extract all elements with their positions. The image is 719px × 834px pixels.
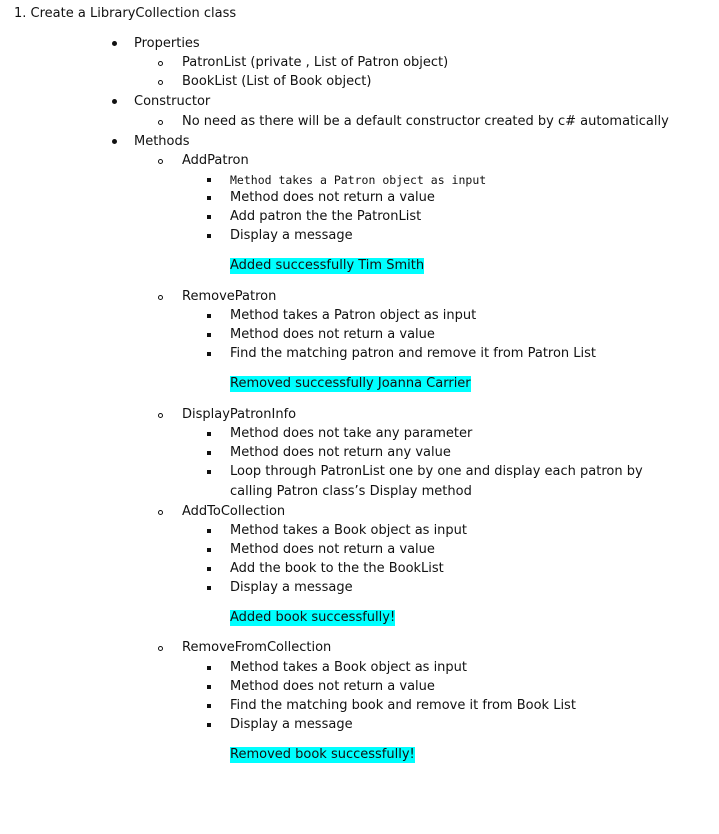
circle-bullet (158, 413, 163, 418)
square-bullet (207, 704, 211, 708)
highlighted-message: Added book successfully! (230, 610, 396, 625)
section-label-properties: Properties (134, 36, 200, 51)
method-name-remove-patron: RemovePatron (182, 289, 277, 304)
square-bullet (207, 333, 211, 337)
method-detail: Display a message (230, 580, 353, 595)
method-detail: Add the book to the the BookList (230, 561, 444, 576)
square-bullet (207, 234, 211, 238)
square-bullet (207, 451, 211, 455)
method-name-display-patron-info: DisplayPatronInfo (182, 407, 297, 422)
method-detail-continued: calling Patron class’s Display method (230, 484, 472, 499)
square-bullet (207, 666, 211, 670)
square-bullet (207, 352, 211, 356)
circle-bullet (158, 159, 163, 164)
highlighted-message: Added successfully Tim Smith (230, 258, 425, 273)
square-bullet (207, 178, 211, 182)
method-detail: Method does not return a value (230, 542, 435, 557)
circle-bullet (158, 80, 163, 85)
circle-bullet (158, 510, 163, 515)
section-label-constructor: Constructor (134, 94, 211, 109)
method-detail: Find the matching patron and remove it from Patron List (230, 346, 597, 361)
method-detail: Method does not take any parameter (230, 426, 473, 441)
method-detail: Method does not return a value (230, 679, 435, 694)
circle-bullet (158, 120, 163, 125)
circle-bullet (158, 295, 163, 300)
method-detail: Method does not return a value (230, 190, 435, 205)
method-detail: Display a message (230, 717, 353, 732)
method-detail: Method takes a Patron object as input (230, 173, 487, 187)
method-name-add-patron: AddPatron (182, 153, 249, 168)
square-bullet (207, 314, 211, 318)
square-bullet (207, 470, 211, 474)
method-detail: Method takes a Patron object as input (230, 308, 477, 323)
disc-bullet (112, 41, 117, 46)
method-name-remove-from-collection: RemoveFromCollection (182, 640, 332, 655)
property-item: PatronList (private , List of Patron object) (182, 55, 449, 70)
square-bullet (207, 196, 211, 200)
circle-bullet (158, 61, 163, 66)
property-item: BookList (List of Book object) (182, 74, 372, 89)
constructor-item: No need as there will be a default constructor created by c# automatically (182, 114, 669, 129)
square-bullet (207, 723, 211, 727)
page-heading: 1. Create a LibraryCollection class (14, 6, 237, 21)
square-bullet (207, 685, 211, 689)
method-detail: Method does not return a value (230, 327, 435, 342)
method-detail: Loop through PatronList one by one and display each patron by (230, 464, 643, 479)
square-bullet (207, 432, 211, 436)
square-bullet (207, 586, 211, 590)
square-bullet (207, 567, 211, 571)
highlighted-message: Removed book successfully! (230, 747, 415, 762)
disc-bullet (112, 139, 117, 144)
method-detail: Add patron the the PatronList (230, 209, 422, 224)
method-detail: Find the matching book and remove it from Book List (230, 698, 576, 713)
method-detail: Display a message (230, 228, 353, 243)
highlighted-message: Removed successfully Joanna Carrier (230, 376, 471, 391)
method-detail: Method takes a Book object as input (230, 523, 468, 538)
method-name-add-to-collection: AddToCollection (182, 504, 286, 519)
method-detail: Method takes a Book object as input (230, 660, 468, 675)
square-bullet (207, 529, 211, 533)
square-bullet (207, 215, 211, 219)
section-label-methods: Methods (134, 134, 190, 149)
method-detail: Method does not return any value (230, 445, 451, 460)
square-bullet (207, 548, 211, 552)
circle-bullet (158, 646, 163, 651)
disc-bullet (112, 99, 117, 104)
